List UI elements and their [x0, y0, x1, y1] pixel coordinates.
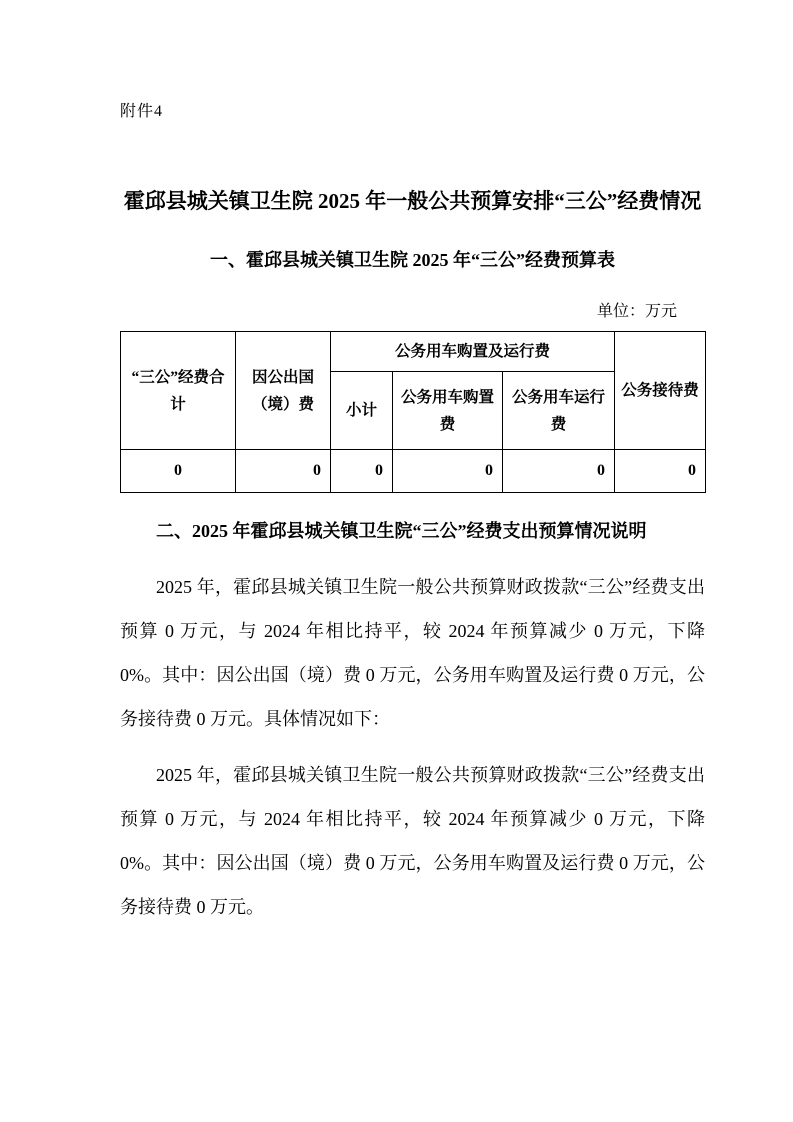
header-total: “三公”经费合计 [121, 332, 236, 450]
header-abroad: 因公出国（境）费 [236, 332, 331, 450]
value-subtotal: 0 [331, 450, 393, 493]
section1-heading: 一、霍邱县城关镇卫生院 2025 年“三公”经费预算表 [210, 250, 615, 270]
header-purchase: 公务用车购置费 [393, 372, 503, 450]
value-abroad: 0 [236, 450, 331, 493]
table-data-row [121, 450, 706, 493]
header-operation: 公务用车运行费 [503, 372, 615, 450]
section2-heading: 二、2025 年霍邱县城关镇卫生院“三公”经费支出预算情况说明 [156, 521, 647, 541]
paragraph-1: 2025 年，霍邱县城关镇卫生院一般公共预算财政拨款“三公”经费支出预算 0 万元，与 2024 年相比持平，较 2024 年预算减少 0 万元，下降 0%。其中：因公出国（境）费 0 万元，公务用车购置及运行费 0 万元，公务接待费 0 万元。具体情况如下： [120, 577, 705, 729]
value-operation: 0 [503, 450, 615, 493]
header-subtotal: 小计 [331, 372, 393, 450]
document-title: 霍邱县城关镇卫生院 2025 年一般公共预算安排“三公”经费情况 [123, 189, 702, 213]
header-vehicle-group: 公务用车购置及运行费 [331, 332, 615, 372]
value-reception: 0 [615, 450, 706, 493]
table-header-row-1 [121, 332, 706, 372]
paragraph-2: 2025 年，霍邱县城关镇卫生院一般公共预算财政拨款“三公”经费支出预算 0 万元，与 2024 年相比持平，较 2024 年预算减少 0 万元，下降 0%。其中：因公出国（境）费 0 万元，公务用车购置及运行费 0 万元，公务接待费 0 万元。 [120, 765, 705, 917]
value-total: 0 [121, 450, 236, 493]
attachment-label: 附件4 [120, 103, 164, 120]
header-reception: 公务接待费 [615, 332, 706, 450]
value-purchase: 0 [393, 450, 503, 493]
unit-label: 单位：万元 [596, 303, 677, 320]
budget-table [120, 331, 706, 493]
